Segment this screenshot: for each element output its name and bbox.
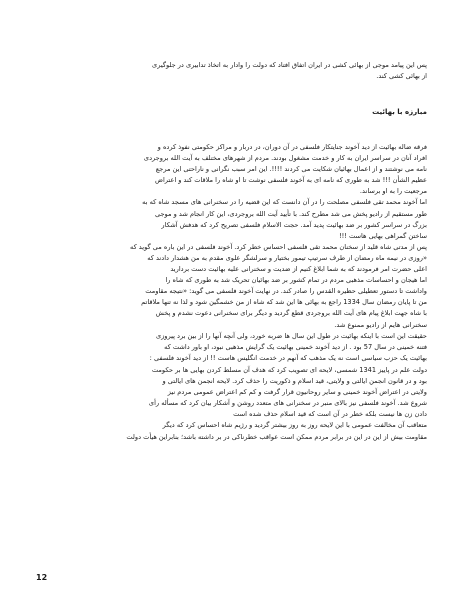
intro-paragraph — [36, 60, 427, 82]
text-line: واداشت تا دستور تعطیلی حظیره القدس را صادر کند. در نهایت آخوند فلسفی می گوید: «نتیجه مقاومت — [145, 287, 427, 296]
text-line: طور مستقیم از رادیو پخش می شد مطرح کند. با تأیید آیت الله بروجردی، این کار انجام شد و موجی — [154, 209, 427, 218]
text-line: مقاومت بیش از این در این در برابر مردم ممکن است عواقب خطرناکی در بر داشته باشد؛ بنابراین هیأت دولت — [126, 432, 427, 441]
body-paragraphs — [36, 142, 427, 364]
text-line: بود و در قانون انجمن ایالتی و ولایتی، قید اسلام و ذکوریت را حذف کرد. لایحه انجمن های ایالتی و — [162, 377, 427, 386]
text-line: اعلی حضرت امر فرمودند که به شما ابلاغ کنیم از ضدیت و سخنرانی علیه بهائیت دست بردارید — [170, 265, 427, 274]
text-line: با شاه جهت ابلاغ پیام های آیت الله بروجردی قطع گردید و دیگر برای سخنرانی دعوت نشدم و پخش — [155, 309, 427, 318]
text-line: دادن زن ها نیست بلکه خطر در آن است که قید اسلام حذف شده است — [233, 410, 427, 419]
closing-paragraphs — [36, 365, 427, 443]
text-line: پس این پیامد موجی از بهائی کشی در ایران اتفاق افتاد که دولت را وادار به اتخاذ تدابیری در جلوگیری — [152, 61, 427, 69]
text-line: نامه می نوشتند و از اعمال بهائیان شکایت می کردند !!!!. این امر سبب نگرانی و ناراحتی این مرجع — [155, 165, 427, 174]
text-line: ولایتی در اعتراض آخوند خمینی و سایر روحانیون قرار گرفت و کم کم اعتراض عمومی مردم نیز — [167, 388, 427, 397]
text-line: شروع شد. آخوند فلسفی نیز بالای منبر در سخنرانی های متعدد روشن و آشکار بیان کرد که مسأله رأی — [148, 399, 427, 408]
section-heading: مبارزه با بهائیت — [372, 108, 427, 116]
text-line: اما هیجان و احساسات مذهبی مردم در تمام کشور بر ضد بهائیان تحریک شد به طوری که شاه را — [165, 276, 427, 285]
text-line: عظیم الشأن !!! شد به طوری که نامه ای به آخوند فلسفی نوشت تا او شاه را ملاقات کند و اعتراض — [154, 176, 427, 185]
text-line: اما آخوند محمد تقی فلسفی مصلحت را در آن دانست که این قضیه را در سخنرانی های مسجد شاه که به — [142, 198, 427, 207]
page-number: 12 — [36, 573, 48, 582]
text-line: بهائیت یک حزب سیاسی است نه یک مذهب که آنهم در خدمت انگلیس هاست !! از دید آخوند فلسفی : — [149, 353, 427, 362]
text-line: ساختن گمراهی بهایی هاست !!! — [338, 231, 427, 240]
text-line: حقیقت این است با اینکه بهائیت در طول این سال ها ضربه خورد، ولی آنچه آنها را از بین برد پیروزی — [155, 331, 427, 340]
text-line: متعاقب آن مخالفت عمومی با این لایحه روز به روز بیشتر گردید و رژیم شاه احساس کرد که دیگر — [162, 421, 427, 430]
text-line: مرجعیت را به او برساند. — [359, 187, 427, 196]
text-line: بزرگ در سراسر کشور بر ضد بهائیت پدید آمد. حجت الاسلام فلسفی تصریح کرد که هدفش آشکار — [161, 220, 427, 229]
text-line: پس از مدتی شاه قلید از سخنان محمد تقی فلسفی احساس خطر کرد. آخوند فلسفی در این باره می گوید که — [130, 242, 427, 251]
text-line: «روزی در نیمه ماه رمضان از طرف سرتیپ تیمور بختیار و سرلشگر علوی مقدم به من هشدار دادند که — [147, 253, 427, 262]
text-line: فرقه ضاله بهائیت از دید آخوند جنایتکار فلسفی در آن دوران، در دربار و مراکز حکومتی نفوذ کرده و — [157, 143, 427, 151]
text-line: فتنه خمینی در سال 57 بود . از دید آخوند خمینی بهائیت یک گرایش مذهبی نبود، او باور داشت که — [164, 342, 427, 351]
text-line: من تا پایان رمضان سال 1334 راجع به بهائی ها این شد که شاه از من خشمگین شود و لذا نه تنها ملاقاتم — [141, 298, 427, 307]
text-line: سخنرانی هایم از رادیو ممنوع شد. — [334, 320, 427, 329]
text-line: از بهائی کشی کند. — [376, 72, 427, 81]
text-line: دولت علم در پاییز 1341 شمسی، لایحه ای تصویب کرد که هدف آن مسلط کردن بهایی ها بر حکومت — [151, 366, 427, 374]
text-line: افراد آنان در سراسر ایران به کار و خدمت مشغول بودند. مردم از شهرهای مختلف به آیت الله بروجردی — [143, 154, 427, 163]
